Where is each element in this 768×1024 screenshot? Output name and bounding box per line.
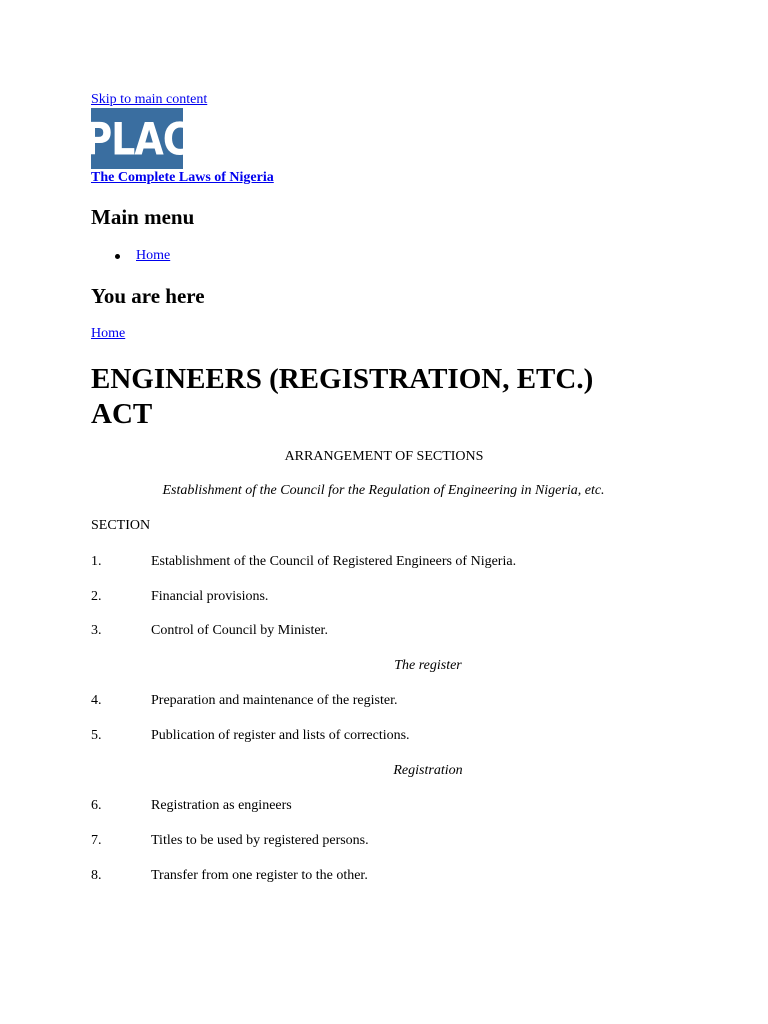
section-text: Titles to be used by registered persons. — [151, 833, 369, 848]
section-number: 4. — [91, 693, 102, 708]
section-number: 1. — [91, 554, 102, 569]
skip-to-main-link[interactable]: Skip to main content — [91, 92, 208, 107]
section-text: Establishment of the Council of Registered Engineers of Nigeria. — [151, 554, 517, 569]
main-menu-item-home — [91, 247, 170, 265]
section-number: 2. — [91, 589, 102, 604]
main-menu-home-link[interactable]: Home — [136, 248, 171, 263]
section-number: 6. — [91, 798, 102, 813]
section-text: Transfer from one register to the other. — [151, 868, 368, 883]
section-number: 5. — [91, 728, 102, 743]
group-heading-register: The register — [394, 658, 462, 673]
main-menu-list — [91, 247, 170, 265]
section-text: Control of Council by Minister. — [151, 623, 328, 638]
site-name-link[interactable]: The Complete Laws of Nigeria — [91, 170, 274, 185]
section-label: SECTION — [91, 518, 151, 533]
section-text: Publication of register and lists of corrections. — [151, 728, 410, 743]
site-logo-link[interactable] — [84, 108, 190, 169]
section-text: Registration as engineers — [151, 798, 292, 813]
part-heading: Establishment of the Council for the Regulation of Engineering in Nigeria, etc. — [162, 483, 605, 498]
plac-logo: PLAC — [84, 112, 190, 165]
section-number: 3. — [91, 623, 102, 638]
arrangement-heading: ARRANGEMENT OF SECTIONS — [284, 449, 484, 464]
section-text: Financial provisions. — [151, 589, 269, 604]
page-title: ENGINEERS (REGISTRATION, ETC.) ACT — [91, 363, 594, 430]
main-menu-heading: Main menu — [91, 205, 195, 229]
section-text: Preparation and maintenance of the register. — [151, 693, 398, 708]
section-number: 7. — [91, 833, 102, 848]
section-number: 8. — [91, 868, 102, 883]
group-heading-registration: Registration — [393, 763, 463, 778]
breadcrumb-home-link[interactable]: Home — [91, 326, 126, 341]
breadcrumb-heading: You are here — [91, 284, 205, 308]
